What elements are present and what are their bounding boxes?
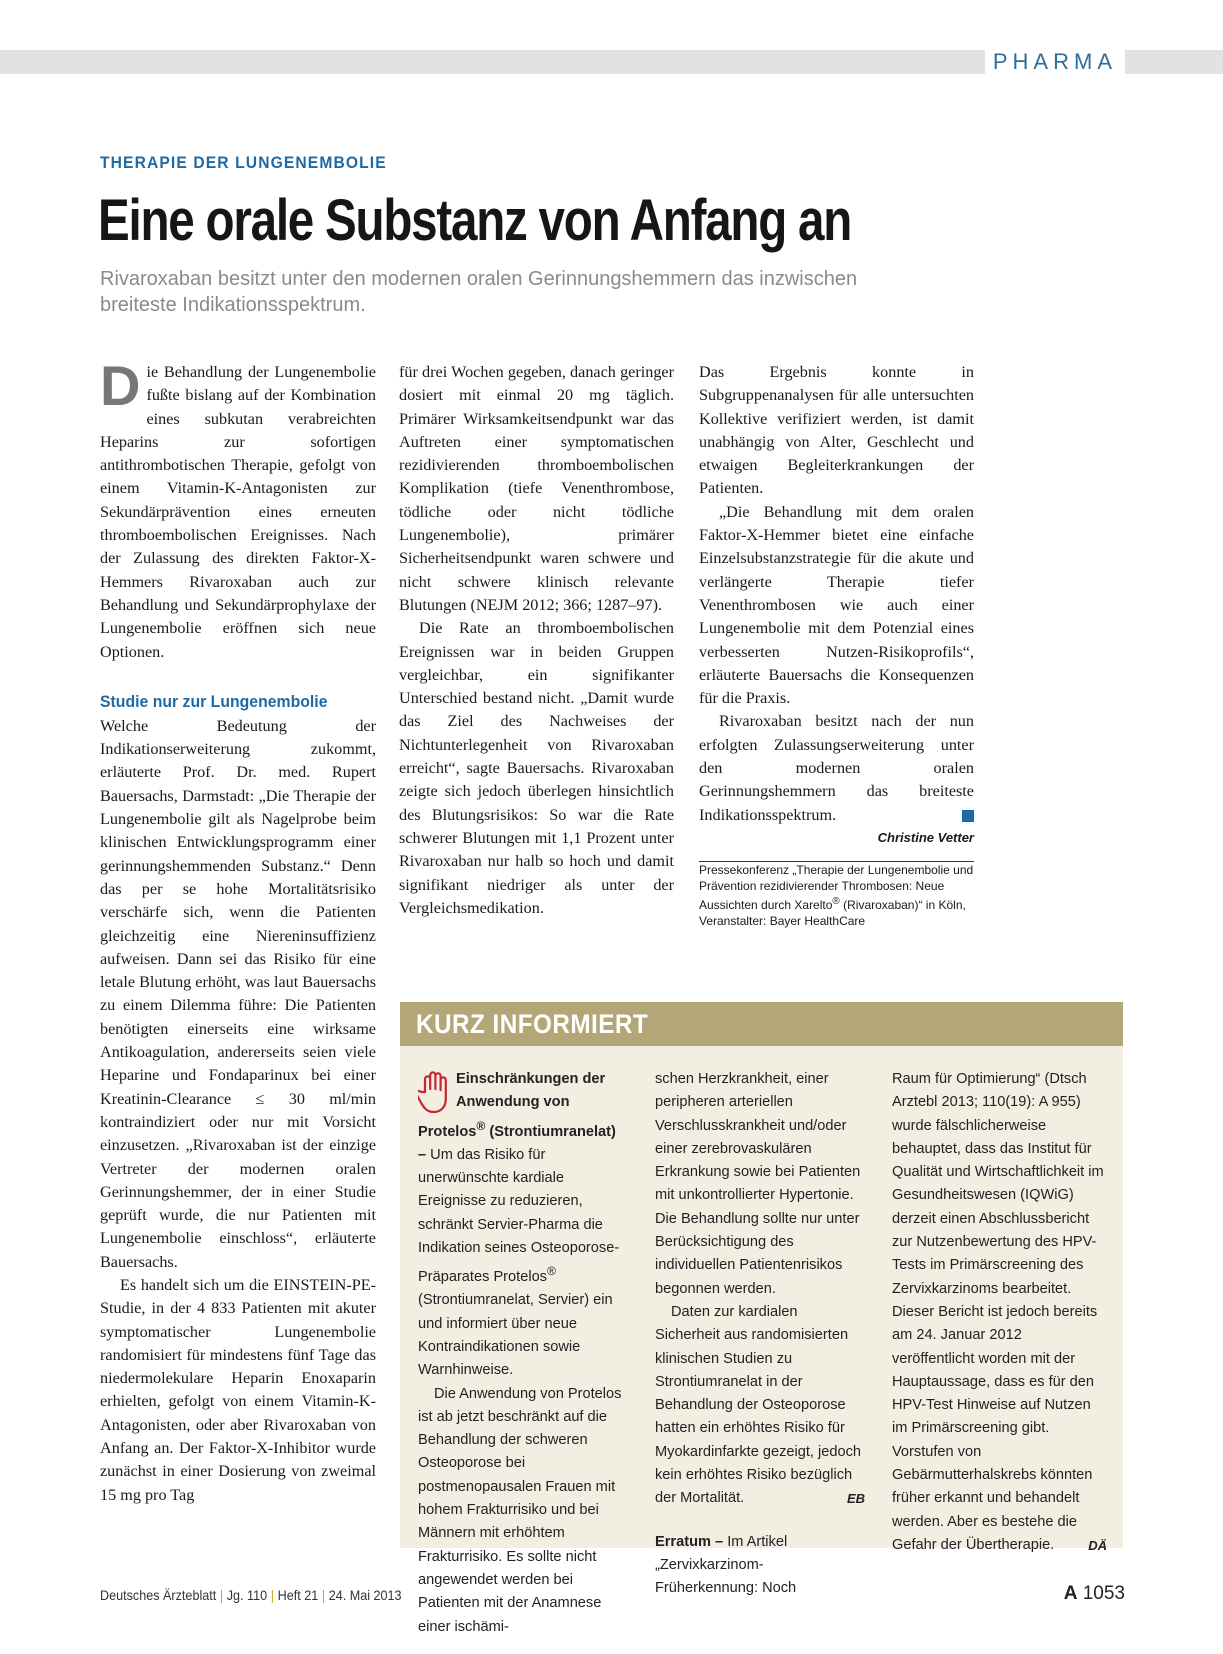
- page-number: A 1053: [1063, 1583, 1125, 1604]
- volume: Jg. 110: [226, 1587, 268, 1603]
- paragraph: „Die Behandlung mit dem oralen Faktor-X-Hemmer bietet eine einfache Einzelsubstanzstrategie für die akute und verlängerte Therapie tiefer Venenthrombosen wie auch einer Lungenembolie mit dem Potenzial eines verbesserten Nutzen-Risikoprofils“, erläuterte Bauersachs die Konsequenzen für die Praxis.: [699, 502, 974, 708]
- article-headline: Eine orale Substanz von Anfang an: [98, 188, 852, 253]
- paragraph: [100, 354, 376, 664]
- source-note: Pressekonferenz „Therapie der Lungenembolie und Prävention rezidivierender Thrombosen: Neue Aussichten durch Xarelto® (Rivaroxaban)“ in Köln, Veranstalter: Bayer HealthCare: [699, 862, 974, 928]
- end-square-icon: [962, 810, 974, 822]
- info-box-column-3: [892, 1068, 1107, 1557]
- issue-date: 24. Mai 2013: [328, 1587, 402, 1603]
- info-box-column-2: [655, 1068, 865, 1601]
- author-initials: DÄ: [1088, 1537, 1107, 1553]
- page-footer: Deutsches Ärzteblatt | Jg. 110 | Heft 21 | 24. Mai 2013: [100, 1587, 402, 1603]
- info-box-header: [400, 1002, 1123, 1046]
- paragraph: Die Rate an thromboembolischen Ereignissen war in beiden Gruppen vergleichbar, ein signifikanter Unterschied bestand nicht. „Damit wurde das Ziel des Nachweises der Nichtunterlegenheit von Rivaroxaban erreicht“, sagte Bauersachs. Rivaroxaban zeigte sich jedoch überlegen hinsichtlich des Blutungsrisikos: So war die Rate schwerer Blutungen mit 1,1 Prozent unter Rivaroxaban nur halb so hoch und damit signifikant niedriger als unter der Vergleichsmedikation.: [399, 619, 674, 917]
- section-label: PHARMA: [985, 46, 1125, 78]
- author-byline: Christine Vetter: [877, 829, 974, 845]
- paragraph: Welche Bedeutung der Indikationserweiterung zukommt, erläuterte Prof. Dr. med. Rupert Bauersachs, Darmstadt: „Die Therapie der Lungenembolie gilt als Nagelprobe beim klinischen Entwicklungsprogramm einer gerinnungshemmenden Substanz.“ Denn das per se hohe Mortalitätsrisiko verschärfe sich, wenn die Patienten gleichzeitig eine Niereninsuffizienz aufweisen. Dann sei das Risiko für eine letale Blutung erhöht, was laut Bauersachs zu einem Dilemma führe: Die Patienten benötigten einerseits eine wirksame Antikoagulation, andererseits seien viele Heparine und Fondaparinux bei einer Kreatinin-Clearance ≤ 30 ml/min kontraindiziert oder nur mit Vorsicht einzusetzen. „Rivaroxaban ist der einzige Vertreter der modernen oralen Gerinnungshemmer, der in einer Studie geprüft wurde, die nur Patienten mit Lungenembolie einschloss“, erläuterte Bauersachs.: [100, 716, 377, 1271]
- info-box-column-1: [418, 1068, 626, 1639]
- author-initials: EB: [846, 1491, 865, 1507]
- paragraph: schen Herzkrankheit, einer peripheren arteriellen Verschlusskrankheit und/oder einer zerebrovaskulären Erkrankung sowie bei Patienten mit unkontrollierter Hypertonie. Die Behandlung sollte nur unter Berücksichtigung des individuellen Patientenrisikos begonnen werden.: [655, 1071, 861, 1297]
- paragraph: Daten zur kardialen Sicherheit aus randomisierten klinischen Studien zu Strontiumranelat in der Behandlung der Osteoporose hatten ein erhöhtes Risiko für Myokardinfarkte gezeigt, jedoch kein erhöhtes Risiko bezüglich der Mortalität. EB: [655, 1301, 865, 1511]
- article-column-1: [100, 354, 377, 1507]
- paragraph: Das Ergebnis konnte in Subgruppenanalysen für alle untersuchten Kollektive verifiziert werden, ist damit unabhängig von Alter, Geschlecht und etwaigen Begleiterkrankungen der Patienten.: [699, 363, 974, 498]
- news-item: Erratum – Im Artikel „Zervixkarzinom-Früherkennung: Noch: [655, 1533, 797, 1597]
- issue: Heft 21: [277, 1587, 319, 1603]
- drop-cap: D: [100, 354, 141, 417]
- paragraph-text: Rivaroxaban besitzt nach der nun erfolgten Zulassungserweiterung unter den modernen oralen Gerinnungshemmern das breiteste Indikationsspektrum.: [699, 712, 974, 824]
- paragraph: Es handelt sich um die EINSTEIN-PE-Studie, in der 4 833 Patienten mit akuter symptomatischer Lungenembolie randomisiert für mindestens fünf Tage das niedermolekulare Heparin Enoxaparin erhielten, gefolgt von einem Vitamin-K-Antagonisten, oder aber Rivaroxaban von Anfang an. Der Faktor-X-Inhibitor wurde zunächst in einer Dosierung von zweimal 15 mg pro Tag: [100, 1275, 376, 1504]
- hand-stop-icon: [418, 1070, 452, 1114]
- paragraph: [699, 710, 974, 826]
- paragraph: für drei Wochen gegeben, danach geringer dosiert mit einmal 20 mg täglich. Primärer Wirksamkeitsendpunkt war das Auftreten einer symptomatischen rezidivierenden thromboembolischen Komplikation (tiefe Venenthrombose, tödliche oder nicht tödliche Lungenembolie), primärer Sicherheitsendpunkt waren schwere und nicht schwere klinisch relevante Blutungen (NEJM 2012; 366; 1287–97).: [399, 363, 674, 614]
- article-standfirst: Rivaroxaban besitzt unter den modernen oralen Gerinnungshemmern das inzwischen breiteste Indikationsspektrum.: [100, 268, 858, 316]
- paragraph: Die Anwendung von Protelos ist ab jetzt beschränkt auf die Behandlung der schweren Osteoporose bei postmenopausalen Frauen mit hohem Frakturrisiko und bei Männern mit erhöhtem Frakturrisiko. Es sollte nicht angewendet werden bei Patienten mit der Anamnese einer ischämi-: [418, 1385, 622, 1635]
- paragraph: Raum für Optimierung“ (Dtsch Arztebl 2013; 110(19): A 955) wurde fälschlicherweise behauptet, dass das Institut für Qualität und Wirtschaftlichkeit im Gesundheitswesen (IQWiG) derzeit einen Abschlussbericht zur Nutzenbewertung des HPV-Tests im Primärscreening des Zervixkarzinoms bearbeitet. Dieser Bericht ist jedoch bereits am 24. Januar 2012 veröffentlicht worden mit der Hauptaussage, dass es für den HPV-Test Hinweise auf Nutzen im Primärscreening gibt. Vorstufen von Gebärmutterhalskrebs könnten früher erkannt und behandelt werden. Aber es bestehe die Gefahr der Übertherapie. DÄ: [892, 1068, 1107, 1557]
- article-column-2: [399, 361, 674, 920]
- article-column-3: [699, 361, 974, 929]
- paragraph-text: ie Behandlung der Lungenembolie fußte bislang auf der Kombination eines subkutan verabreichten Heparins zur sofortigen antithrombotischen Therapie, gefolgt von einem Vitamin-K-Antagonisten zur Sekundärprävention eines erneuten thromboembolischen Ereignisses. Nach der Zulassung des direkten Faktor-X-Hemmers Rivaroxaban auch zur Behandlung und Sekundärprophylaxe der Lungenembolie eröffnen sich neue Optionen.: [100, 363, 376, 661]
- article-subheading: Studie nur zur Lungenembolie: [100, 691, 328, 711]
- article-kicker: THERAPIE DER LUNGENEMBOLIE: [100, 153, 387, 172]
- info-box-title: KURZ INFORMIERT: [416, 1009, 649, 1039]
- journal-name: Deutsches Ärzteblatt: [100, 1587, 217, 1603]
- news-item: Einschränkungen der Anwendung von Protelos® (Strontiumranelat) – Um das Risiko für unerwünschte kardiale Ereignisse zu reduzieren, schränkt Servier-Pharma die Indikation seines Osteoporose-Präparates Protelos® (Strontiumranelat, Servier) ein und informiert über neue Kontraindikationen sowie Warnhinweise.: [418, 1071, 620, 1379]
